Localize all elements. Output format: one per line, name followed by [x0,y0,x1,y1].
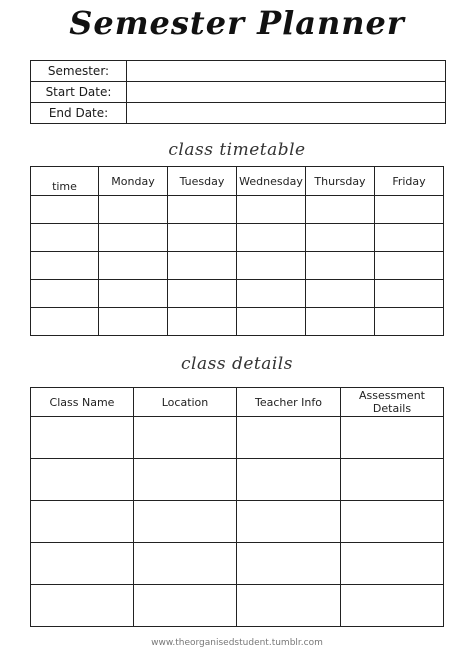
timetable-cell[interactable] [306,224,375,252]
assessment-details-cell[interactable] [341,585,444,627]
time-cell[interactable] [31,224,99,252]
info-row-start-date [31,82,446,103]
class-name-cell[interactable] [31,585,134,627]
timetable-cell[interactable] [237,308,306,336]
class-details-row [31,543,444,585]
teacher-info-cell[interactable] [237,585,341,627]
assessment-details-cell[interactable] [341,459,444,501]
footer-url: www.theorganisedstudent.tumblr.com [151,638,323,648]
timetable-cell[interactable] [375,280,444,308]
timetable-cell[interactable] [237,224,306,252]
timetable-row [31,252,444,280]
timetable-cell[interactable] [99,308,168,336]
timetable-cell[interactable] [168,196,237,224]
timetable-cell[interactable] [375,308,444,336]
class-name-cell[interactable] [31,417,134,459]
teacher-info-cell[interactable] [237,417,341,459]
class-details-row [31,459,444,501]
teacher-info-cell[interactable] [237,501,341,543]
assessment-details-cell[interactable] [341,501,444,543]
end-date-label: End Date: [31,103,127,124]
time-cell[interactable] [31,308,99,336]
time-cell[interactable] [31,280,99,308]
teacher-info-cell[interactable] [237,459,341,501]
timetable-cell[interactable] [375,196,444,224]
assessment-details-header: Assessment Details [341,388,444,417]
timetable-title: class timetable [168,140,306,160]
class-details-row [31,585,444,627]
info-row-end-date [31,103,446,124]
day-header-wednesday: Wednesday [237,167,306,196]
class-name-header: Class Name [31,388,134,417]
class-details-header-row [31,388,444,417]
timetable-cell[interactable] [306,308,375,336]
location-cell[interactable] [134,459,237,501]
start-date-label: Start Date: [31,82,127,103]
timetable-row [31,280,444,308]
semester-field[interactable] [127,61,446,82]
timetable-cell[interactable] [168,308,237,336]
timetable-row [31,196,444,224]
class-details-table [30,387,444,627]
class-details-title: class details [181,354,293,374]
time-cell[interactable] [31,196,99,224]
timetable-cell[interactable] [99,252,168,280]
teacher-info-header: Teacher Info [237,388,341,417]
class-timetable [30,166,444,336]
class-name-cell[interactable] [31,459,134,501]
timetable-cell[interactable] [375,224,444,252]
timetable-cell[interactable] [99,280,168,308]
timetable-cell[interactable] [375,252,444,280]
timetable-cell[interactable] [99,224,168,252]
teacher-info-cell[interactable] [237,543,341,585]
day-header-tuesday: Tuesday [168,167,237,196]
class-details-row [31,501,444,543]
timetable-cell[interactable] [237,280,306,308]
semester-info-table [30,60,446,124]
class-name-cell[interactable] [31,501,134,543]
location-cell[interactable] [134,417,237,459]
timetable-header-row [31,167,444,196]
class-details-row [31,417,444,459]
timetable-row [31,308,444,336]
timetable-cell[interactable] [237,196,306,224]
location-cell[interactable] [134,543,237,585]
time-header: time [31,167,99,196]
day-header-friday: Friday [375,167,444,196]
timetable-cell[interactable] [237,252,306,280]
timetable-cell[interactable] [168,252,237,280]
assessment-details-cell[interactable] [341,417,444,459]
timetable-cell[interactable] [168,224,237,252]
timetable-cell[interactable] [306,196,375,224]
timetable-cell[interactable] [306,280,375,308]
timetable-cell[interactable] [306,252,375,280]
day-header-monday: Monday [99,167,168,196]
location-cell[interactable] [134,585,237,627]
end-date-field[interactable] [127,103,446,124]
assessment-details-cell[interactable] [341,543,444,585]
class-name-cell[interactable] [31,543,134,585]
start-date-field[interactable] [127,82,446,103]
location-cell[interactable] [134,501,237,543]
page-title: Semester Planner [69,4,405,42]
day-header-thursday: Thursday [306,167,375,196]
timetable-cell[interactable] [168,280,237,308]
timetable-row [31,224,444,252]
timetable-cell[interactable] [99,196,168,224]
semester-label: Semester: [31,61,127,82]
info-row-semester [31,61,446,82]
time-cell[interactable] [31,252,99,280]
location-header: Location [134,388,237,417]
